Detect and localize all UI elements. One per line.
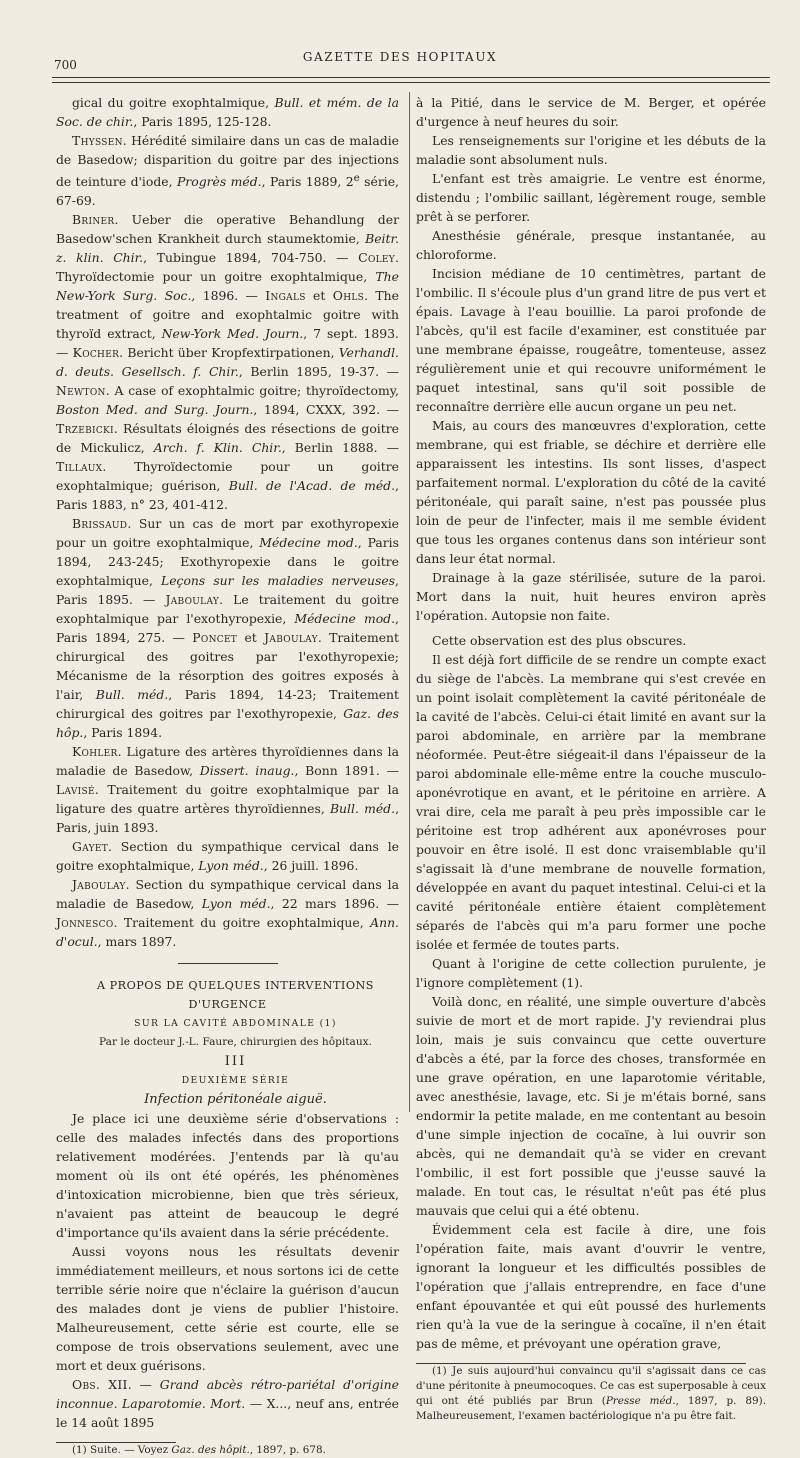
right-column: [416, 93, 766, 1424]
bibliography-entry: Briner. Ueber die operative Behandlung der Basedow'schen Krankheit durch staumektomie, Beitr. z. klin. Chir., Tubingue 1894, 704-750. — Coley. Thyroïdectomie pour un goitre exophtalmique, The New-York Surg. Soc., 1896. — Ingals et Ohls. The treatment of goitre and exophtalmic goitre with thyroïd extract, New-York Med. Journ., 7 sept. 1893. — Kocher. Bericht über Kropfextirpationen, Verhandl. d. deuts. Gesellsch. f. Chir., Berlin 1895, 19-37. — Newton. A case of exophtalmic goitre; thyroïdectomy, Boston Med. and Surg. Journ., 1894, CXXX, 392. — Trzebicki. Résultats éloignés des résections de goitre de Mickulicz, Arch. f. Klin. Chir., Berlin 1888. — Tillaux. Thyroïdectomie pour un goitre exophtalmique; guérison, Bull. de l'Acad. de méd., Paris 1883, n° 23, 401-412.: [56, 212, 400, 513]
left-column: [56, 93, 399, 1458]
article-part: III: [224, 1054, 247, 1070]
bibliography-entry: Brissaud. Sur un cas de mort par exothyropexie pour un goitre exophtalmique, Médecine mod., Paris 1894, 243-245; Exothyropexie dans le goitre exophtalmique, Leçons sur les maladies nerveuses, Paris 1895. — Jaboulay. Le traitement du goitre exophtalmique par l'exothyropexie, Médecine mod., Paris 1894, 275. — Poncet et Jaboulay. Traitement chirurgical des goitres par l'exothyropexie; Mécanisme de la résorption des goitres exposés à l'air, Bull. méd., Paris 1894, 14-23; Traitement chirurgical des goitres par l'exothyropexie, Gaz. des hôp., Paris 1894.: [56, 516, 399, 741]
paragraph: Quant à l'origine de cette collection purulente, je l'ignore complètement (1).: [416, 956, 766, 990]
right-body: [416, 93, 766, 1353]
paragraph: Évidemment cela est facile à dire, une fois l'opération faite, mais avant d'ouvrir le ventre, ignorant la longueur et les difficultés possibles de l'opération que j'allais entreprendre, en face d'une enfant épouvantée et qui eût poussé des hurlements rien qu'à la vue de la seringue à cocaïne, il n'en était pas de même, et prévoyant une opération grave,: [416, 1222, 766, 1351]
footnote: (1) Je suis aujourd'hui convaincu qu'il s'agissait dans ce cas d'une péritonite à pneumocoques. Ce cas est superposable à ceux qui ont été publiés par Brun (Presse méd., 1897, p. 89). Malheureusement, l'examen bactériologique n'a pu être fait.: [416, 1365, 766, 1422]
article-author: Par le docteur J.-L. Faure, chirurgien des hôpitaux.: [99, 1036, 372, 1049]
left-body: [56, 1109, 399, 1432]
paragraph: Incision médiane de 10 centimètres, partant de l'ombilic. Il s'écoule plus d'un grand litre de pus vert et épais. Lavage à l'eau bouillie. La paroi profonde de l'abcès, qu'il est facile d'examiner, est constituée par une membrane épaisse, rougeâtre, tomenteuse, assez régulièrement unie et qui recouvre uniformément le paquet intestinal, sans qu'il soit possible de reconnaître derrière elle aucun organe un peu net.: [416, 266, 766, 414]
page-number: 700: [54, 58, 77, 72]
article-separator: [178, 963, 278, 964]
footnote: (1) Suite. — Voyez Gaz. des hôpit., 1897, p. 678.: [72, 1444, 326, 1457]
paragraph: Cette observation est des plus obscures.: [432, 633, 687, 648]
paragraph: Obs. XII. — Grand abcès rétro-pariétal d'origine inconnue. Laparotomie. Mort. — X..., neuf ans, entrée le 14 août 1895: [56, 1377, 399, 1431]
paragraph: Les renseignements sur l'origine et les débuts de la maladie sont absolument nuls.: [416, 133, 766, 167]
paragraph: Drainage à la gaze stérilisée, suture de la paroi. Mort dans la nuit, huit heures environ après l'opération. Autopsie non faite.: [416, 570, 766, 623]
bibliography-entry: Gayet. Section du sympathique cervical dans le goitre exophtalmique, Lyon méd., 26 juill. 1896.: [56, 839, 399, 874]
bibliography-entry: Kohler. Ligature des artères thyroïdiennes dans la maladie de Basedow, Dissert. inaug., Bonn 1891. — Lavisé. Traitement du goitre exophtalmique par la ligature des quatre artères thyroïdiennes, Bull. méd., Paris, juin 1893.: [56, 744, 400, 836]
bibliography-entry: Jaboulay. Section du sympathique cervical dans la maladie de Basedow, Lyon méd., 22 mars 1896. — Jonnesco. Traitement du goitre exophtalmique, Ann. d'ocul., mars 1897.: [56, 877, 399, 950]
bibliography: [56, 93, 399, 951]
header-rule-thin: [52, 82, 770, 83]
running-title: GAZETTE DES HOPITAUX: [302, 50, 498, 64]
paragraph: Je place ici une deuxième série d'observations : celle des malades infectés dans des proportions relativement modérées. J'entends par là qu'au moment où ils ont été opérés, les phénomènes d'intoxication microbienne, bien que très sérieux, n'avaient pas atteint de beaucoup le degré d'importance qu'ils avaient dans la série précédente.: [56, 1111, 399, 1241]
paragraph: Mais, au cours des manœuvres d'exploration, cette membrane, qui est friable, se déchire et derrière elle apparaissent les intestins. Ils sont lisses, d'aspect parfaitement normal. L'exploration du côté de la cavité péritonéale, qui paraît saine, n'est pas poussée plus loin de peur de l'infecter, mais il me semble évident que tous les organes contenus dans son intérieur sont dans leur état normal.: [416, 418, 766, 566]
serie-title: Infection péritonéale aiguë.: [144, 1092, 327, 1108]
header-rule: [52, 77, 770, 78]
column-divider: [409, 92, 410, 1112]
serie-label: DEUXIÈME SÉRIE: [181, 1075, 290, 1087]
paragraph: L'enfant est très amaigrie. Le ventre est énorme, distendu ; l'ombilic saillant, légèrement rouge, semble prêt à se perforer.: [416, 171, 766, 224]
article-subtitle: SUR LA CAVITÉ ABDOMINALE (1): [134, 1018, 337, 1030]
paragraph: Voilà donc, en réalité, une simple ouverture d'abcès suivie de mort et de mort rapide. J'y reviendrai plus loin, mais je suis convaincu que cette ouverture d'abcès a été, par la force des choses, transformée en une grave opération, en une laparotomie véritable, avec anesthésie, lavage, etc. Si je m'étais borné, sans endormir la petite malade, en me contentant au besoin d'une simple injection de cocaïne, à lui ouvrir son abcès, qui ne demandait qu'à se vider en crevant l'ombilic, il est fort possible que j'eusse sauvé la malade. En tout cas, le résultat n'eût pas été plus mauvais que celui qui a été obtenu.: [416, 994, 766, 1218]
bibliography-entry: Thyssen. Hérédité similaire dans un cas de maladie de Basedow; disparition du goitre par des injections de teinture d'iode, Progrès méd., Paris 1889, 2e série, 67-69.: [56, 133, 399, 209]
paragraph: Aussi voyons nous les résultats devenir immédiatement meilleurs, et nous sortons ici de cette terrible série noire que n'éclaire la guérison d'aucun des malades dont je viens de publier l'histoire. Malheureusement, cette série est courte, elle se compose de trois observations seulement, avec une mort et deux guérisons.: [56, 1244, 399, 1374]
article-title: A PROPOS DE QUELQUES INTERVENTIONS D'URGENCE: [97, 979, 374, 1012]
paragraph: Il est déjà fort difficile de se rendre un compte exact du siège de l'abcès. La membrane qui s'est crevée en un point isolait complètement la cavité péritonéale de la cavité de l'abcès. Celui-ci était limité en avant sur la paroi abdominale, en arrière par la membrane néoformée. Peut-être siégeait-il dans l'épaisseur de la paroi abdominale elle-même entre la couche musculo-aponévrotique en avant, et le péritoine en arrière. A vrai dire, cela me paraît à peu près impossible car le péritoine est trop adhérent aux aponévroses pour pouvoir en être isolé. Il est donc vraisemblable qu'il s'agissait là d'une membrane de nouvelle formation, développée en avant du paquet intestinal. Celui-ci et la cavité péritonéale entière étaient complètement séparés de l'abcès qui m'a paru former une poche isolée et fermée de toutes parts.: [416, 652, 766, 952]
paragraph: à la Pitié, dans le service de M. Berger, et opérée d'urgence à neuf heures du soir.: [416, 95, 766, 129]
paragraph: Anesthésie générale, presque instantanée, au chloroforme.: [416, 228, 766, 262]
bibliography-entry: gical du goitre exophtalmique, Bull. et mém. de la Soc. de chir., Paris 1895, 125-128.: [56, 95, 400, 129]
